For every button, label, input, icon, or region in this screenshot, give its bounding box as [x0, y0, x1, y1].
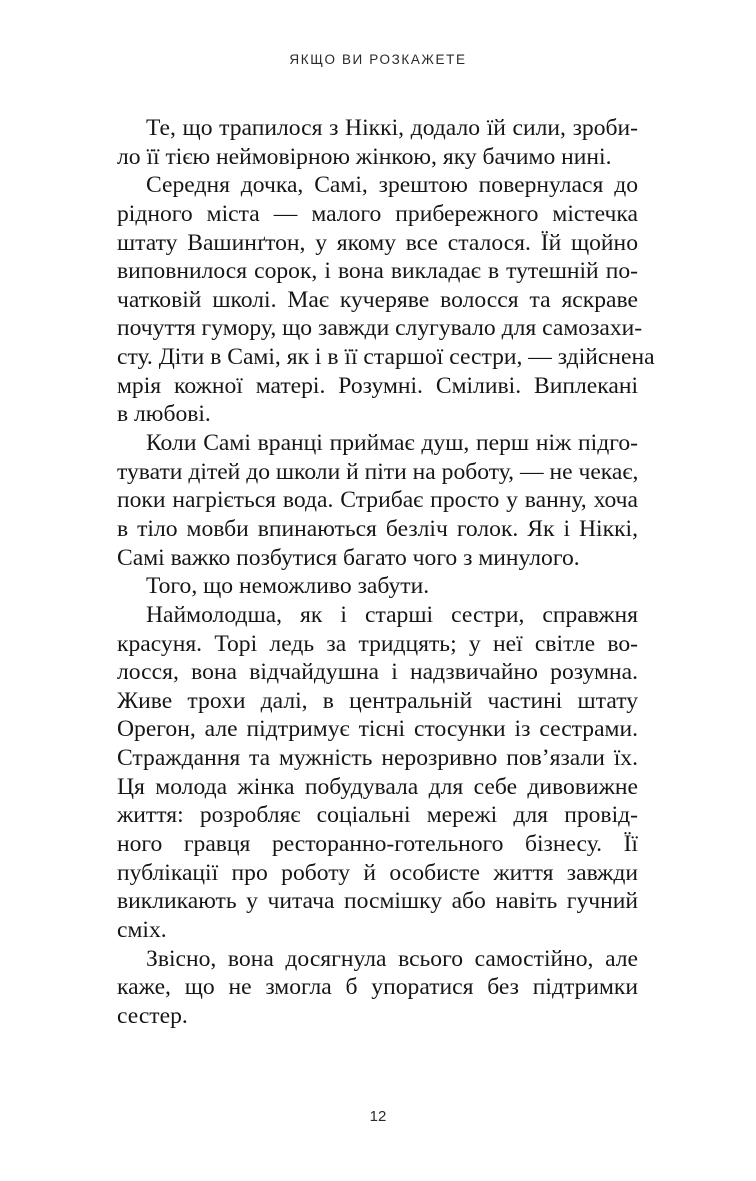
- text-line: Коли Самі вранці приймає душ, перш ніж підго-: [146, 430, 638, 457]
- text-line: тувати дітей до школи й піти на роботу, — не чекає,: [117, 458, 639, 485]
- text-line: виповнилося сорок, і вона викладає в тутешній по-: [117, 258, 638, 285]
- text-line: Орегон, але підтримує тісні стосунки із сестрами.: [117, 716, 638, 743]
- text-line: в тіло мовби впинаються безліч голок. Як і Ніккі,: [117, 515, 638, 542]
- text-line: ло її тією неймовірною жінкою, яку бачимо нині.: [117, 143, 612, 170]
- text-line: Того, що неможливо забути.: [146, 573, 430, 600]
- paragraph: [117, 601, 638, 945]
- body-text: [117, 114, 655, 1031]
- text-line: Самі важко позбутися багато чого з минулого.: [117, 544, 580, 571]
- text-line: викликають у читача посмішку або навіть гучний: [117, 888, 638, 915]
- paragraph: [117, 945, 638, 1031]
- text-line: чатковій школі. Має кучеряве волосся та яскраве: [117, 286, 638, 313]
- text-line: Страждання та мужність нерозривно пов’язали їх.: [117, 745, 638, 772]
- text-line: рідного міста — малого прибережного містечка: [117, 200, 638, 227]
- text-line: лосся, вона відчайдушна і надзвичайно розумна.: [117, 659, 638, 686]
- text-line: публікації про роботу й особисте життя завжди: [117, 859, 638, 886]
- text-line: сміх.: [117, 916, 167, 943]
- text-line: сту. Діти в Самі, як і в її старшої сестри, — здійснена: [117, 344, 655, 371]
- text-line: Наймолодша, як і старші сестри, справжня: [146, 601, 638, 628]
- paragraph: [117, 429, 638, 572]
- text-line: Живе трохи далі, в центральній частині штату: [117, 687, 638, 714]
- text-line: Те, що трапилося з Ніккі, додало їй сили, зроби-: [146, 115, 638, 141]
- text-line: ного гравця ресторанно-готельного бізнесу. Її: [117, 831, 638, 858]
- text-line: каже, що не змогла б упоратися без підтримки: [117, 974, 638, 1001]
- paragraph: [117, 114, 638, 171]
- text-line: сестер.: [117, 1002, 188, 1029]
- text-line: Звісно, вона досягнула всього самостійно, але: [146, 945, 638, 972]
- text-line: життя: розробляє соціальні мережі для провід-: [117, 802, 638, 829]
- text-line: штату Вашинґтон, у якому все сталося. Їй щойно: [117, 229, 638, 256]
- paragraph: [117, 572, 638, 601]
- text-line: Середня дочка, Самі, зрештою повернулася до: [146, 172, 638, 199]
- text-line: мрія кожної матері. Розумні. Сміливі. Виплекані: [117, 372, 638, 399]
- text-line: красуня. Торі ледь за тридцять; у неї світле во-: [117, 630, 638, 657]
- text-line: Ця молода жінка побудувала для себе дивовижне: [117, 773, 638, 800]
- paragraph: [117, 171, 655, 429]
- text-line: в любові.: [117, 401, 211, 428]
- text-line: поки нагріється вода. Стрибає просто у ванну, хоча: [117, 487, 638, 514]
- text-line: почуття гумору, що завжди слугувало для самозахи-: [117, 315, 643, 342]
- page-number: 12: [369, 1108, 387, 1125]
- running-head: ЯКЩО ВИ РОЗКАЖЕТЕ: [289, 52, 467, 67]
